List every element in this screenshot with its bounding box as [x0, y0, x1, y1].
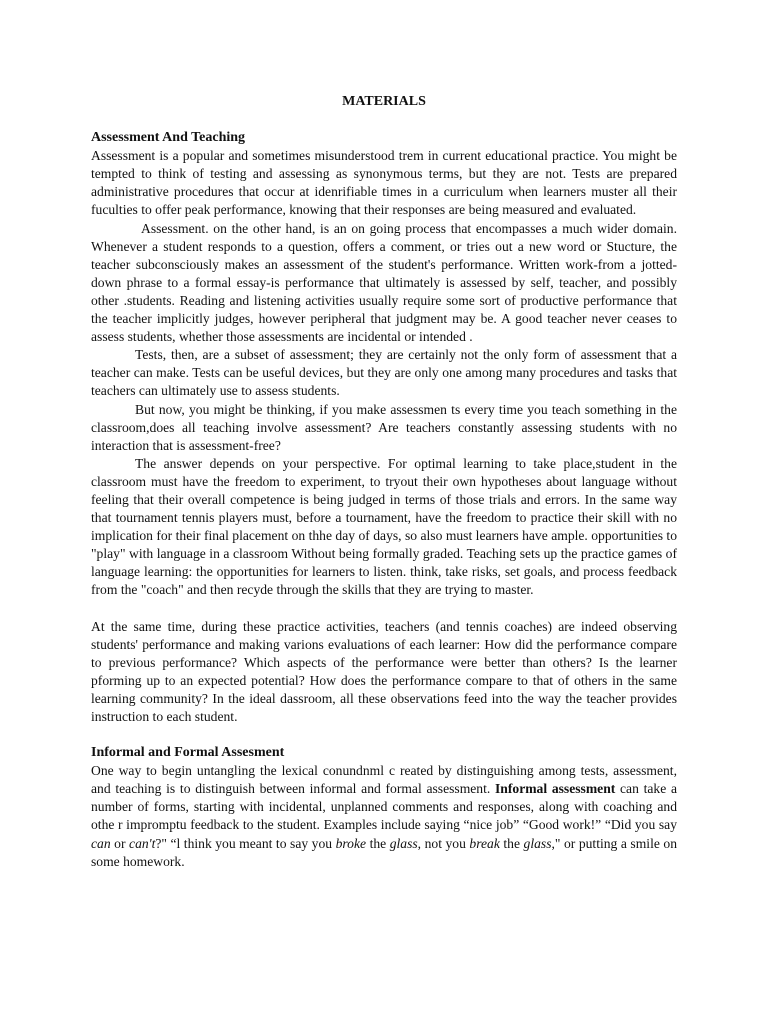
text-run: , not you	[417, 835, 470, 851]
italic-word: break	[469, 835, 500, 851]
paragraph-1: Assessment is a popular and sometimes misunderstood trem in current educational practice. You might be tempted to think of testing and assessing as synonymous terms, but they are not. Tests are prepared administrative procedures that occur at idenrifiable times in a curriculum when learners muster all their fuculties to offer peak performance, knowing that their responses are being measured and evaluated.	[91, 148, 677, 218]
paragraph-4: But now, you might be thinking, if you make assessmen ts every time you teach something in the classroom,does all teaching involve assessment? Are teachers constantly assessing students with no interaction that is assessment-free?	[91, 401, 677, 453]
italic-word: can't	[129, 835, 156, 851]
italic-word: can	[91, 835, 111, 851]
text-run: or	[110, 835, 130, 851]
text-run: ?" “l think you meant to say you	[155, 835, 336, 851]
text-run: the	[499, 835, 524, 851]
paragraph-6: At the same time, during these practice activities, teachers (and tennis coaches) are indeed observing students' performance and making varions evaluations of each learner: How did the performance compare to previous performance? Which aspects of the performance were better than others? Is the learner pforming up to an expected potential? How does the performance compare to that of others in the same learning community? In the ideal dassroom, all these observations feed into the way the teacher provides instruction to each student.	[91, 618, 677, 724]
italic-word: broke	[335, 835, 367, 851]
section-heading-assessment-and-teaching: Assessment And Teaching	[91, 130, 246, 146]
text-run: the	[366, 835, 390, 851]
section-heading-informal-formal: Informal and Formal Assesment	[91, 745, 285, 761]
document-page	[91, 93, 677, 871]
paragraph-2: Assessment. on the other hand, is an on going process that encompasses a much wider domain. Whenever a student responds to a question, offers a comment, or tries out a new word or Stucture, the teacher subconsciously makes an assessment of the student's performance. Written work-from a jotted-down phrase to a formal essay-is performance that ultimately is assessed by self, teacher, and possibly other .students. Reading and listening activities usually require some sort of productive performance that the teacher implicitly judges, however peripheral that judgment may be. A good teacher never ceases to assess students, whether those assessments are incidental or intended .	[91, 220, 677, 345]
text-run: can take a number of forms, starting with incidental, unplanned comments and responses, along with coaching and othe r impromptu feedback to the student. Examples include saying “nice job” “Good work!” “Did you say	[91, 781, 678, 833]
italic-word: glass	[523, 835, 552, 851]
paragraph-7	[91, 762, 677, 871]
text-run: ," or putting a smile on some homework.	[91, 835, 678, 869]
paragraph-5: The answer depends on your perspective. For optimal learning to take place,student in the classroom must have the freedom to experiment, to tryout their own hypotheses about language without feeling that their overall competence is being judged in terms of those trials and errors. In the same way that tournament tennis players must, before a tournament, have the freedom to practice their skill with no implication for their final placement on thhe day of days, so also must learners have ample. opportunities to "play" with language in a classroom Without being formally graded. Teaching sets up the practice games of language learning: the opportunities for learners to listen. think, take risks, set goals, and process feedback from the "coach" and then recyde through the skills that they are trying to master.	[91, 455, 677, 598]
bold-term: Informal assessment	[495, 781, 616, 797]
italic-word: glass	[389, 835, 418, 851]
paragraph-3: Tests, then, are a subset of assessment; they are certainly not the only form of assessment that a teacher can make. Tests can be useful devices, but they are only one among many procedures and tasks that teachers can ultimately use to assess students.	[91, 347, 677, 399]
text-run: One way to begin untangling the lexical conundnml c reated by distinguishing among tests, assessment, and teaching is to distinguish between informal and formal assessment.	[91, 763, 677, 797]
page-title: MATERIALS	[342, 94, 426, 109]
